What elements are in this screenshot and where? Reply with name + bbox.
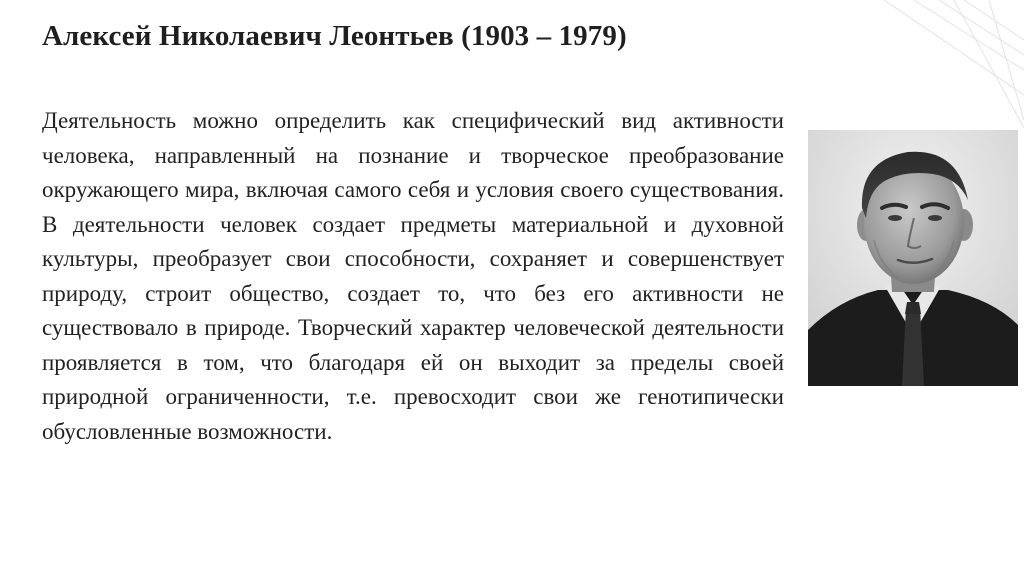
slide-title: Алексей Николаевич Леонтьев (1903 – 1979) (42, 20, 627, 52)
corner-decoration (764, 0, 1024, 130)
body-paragraph: Деятельность можно определить как специфический вид активности человека, направленный на познание и творческое преобразование окружающего мира, включая самого себя и условия своего существования. В деятельности человек создает предметы материальной и духовной культуры, преобразует свои способности, сохраняет и совершенствует природу, строит общество, создает то, что без его активности не существовало в природе. Творческий характер человеческой деятельности проявляется в том, что благодаря ей он выходит за пределы своей природной ограниченности, т.е. превосходит свои же генотипически обусловленные возможности. (42, 108, 784, 444)
portrait-image (808, 130, 1018, 386)
portrait-photo (808, 130, 1018, 386)
